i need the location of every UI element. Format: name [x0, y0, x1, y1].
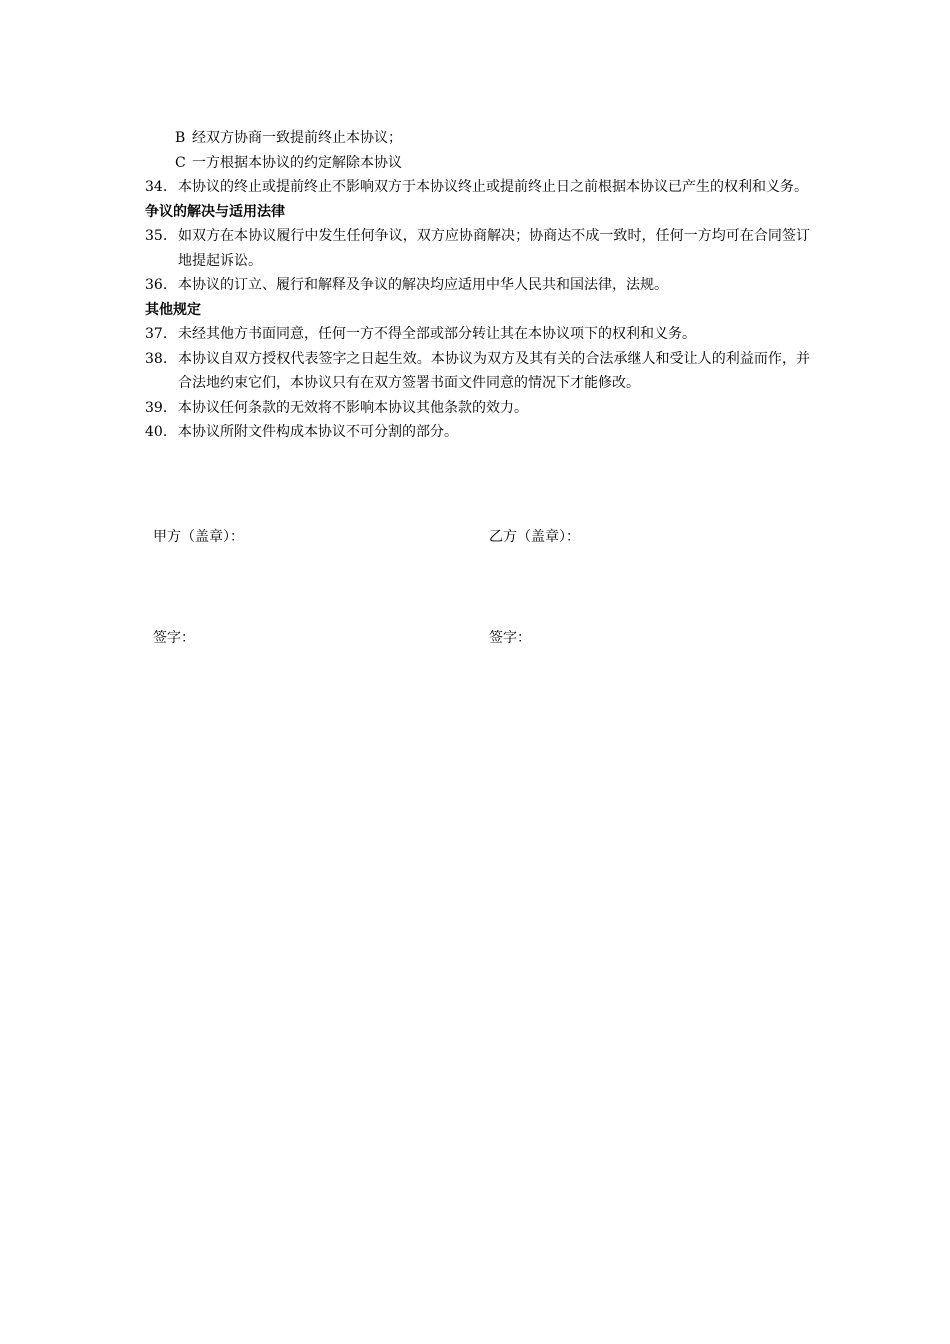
clause-text: 本协议所附文件构成本协议不可分割的部分。 [178, 424, 458, 440]
party-b-signature-label: 签字： [489, 630, 531, 646]
clause-37 [145, 322, 810, 347]
sub-item-c [145, 151, 810, 176]
section-heading-dispute: 争议的解决与适用法律 [145, 203, 285, 220]
document-body [145, 126, 810, 445]
sub-item-letter: B [175, 130, 186, 146]
sub-item-text: 经双方协商一致提前终止本协议； [192, 130, 402, 146]
clause-text: 本协议的订立、履行和解释及争议的解决均应适用中华人民共和国法律，法规。 [178, 277, 668, 293]
clause-text: 如双方在本协议履行中发生任何争议，双方应协商解决；协商达不成一致时，任何一方均可在合同签订地提起诉讼。 [178, 228, 810, 269]
clause-text: 未经其他方书面同意，任何一方不得全部或部分转让其在本协议项下的权利和义务。 [178, 326, 696, 342]
sub-item-text: 一方根据本协议的约定解除本协议 [192, 154, 402, 171]
clause-number: 40. [145, 424, 168, 440]
clause-number: 34. [145, 179, 168, 195]
sub-item-b [145, 126, 810, 151]
clause-36 [145, 273, 810, 298]
clause-text: 本协议任何条款的无效将不影响本协议其他条款的效力。 [178, 399, 528, 416]
party-a-seal-label: 甲方（盖章）： [153, 529, 244, 545]
clause-text: 本协议的终止或提前终止不影响双方于本协议终止或提前终止日之前根据本协议已产生的权利和义务。 [178, 179, 808, 195]
clause-number: 39. [145, 399, 168, 416]
clause-35 [145, 224, 810, 273]
party-a-signature-label: 签字： [153, 630, 195, 646]
clause-34 [145, 175, 810, 200]
clause-38 [145, 347, 810, 396]
section-heading-other: 其他规定 [145, 301, 201, 318]
clause-number: 38. [145, 350, 168, 367]
clause-number: 37. [145, 326, 168, 342]
clause-number: 35. [145, 228, 168, 244]
party-b-seal-label: 乙方（盖章）： [489, 529, 580, 545]
clause-40 [145, 420, 810, 445]
sub-item-letter: C [175, 154, 186, 171]
clause-number: 36. [145, 277, 168, 293]
clause-39 [145, 396, 810, 421]
clause-text: 本协议自双方授权代表签字之日起生效。本协议为双方及其有关的合法承继人和受让人的利益而作，并合法地约束它们，本协议只有在双方签署书面文件同意的情况下才能修改。 [178, 350, 810, 391]
